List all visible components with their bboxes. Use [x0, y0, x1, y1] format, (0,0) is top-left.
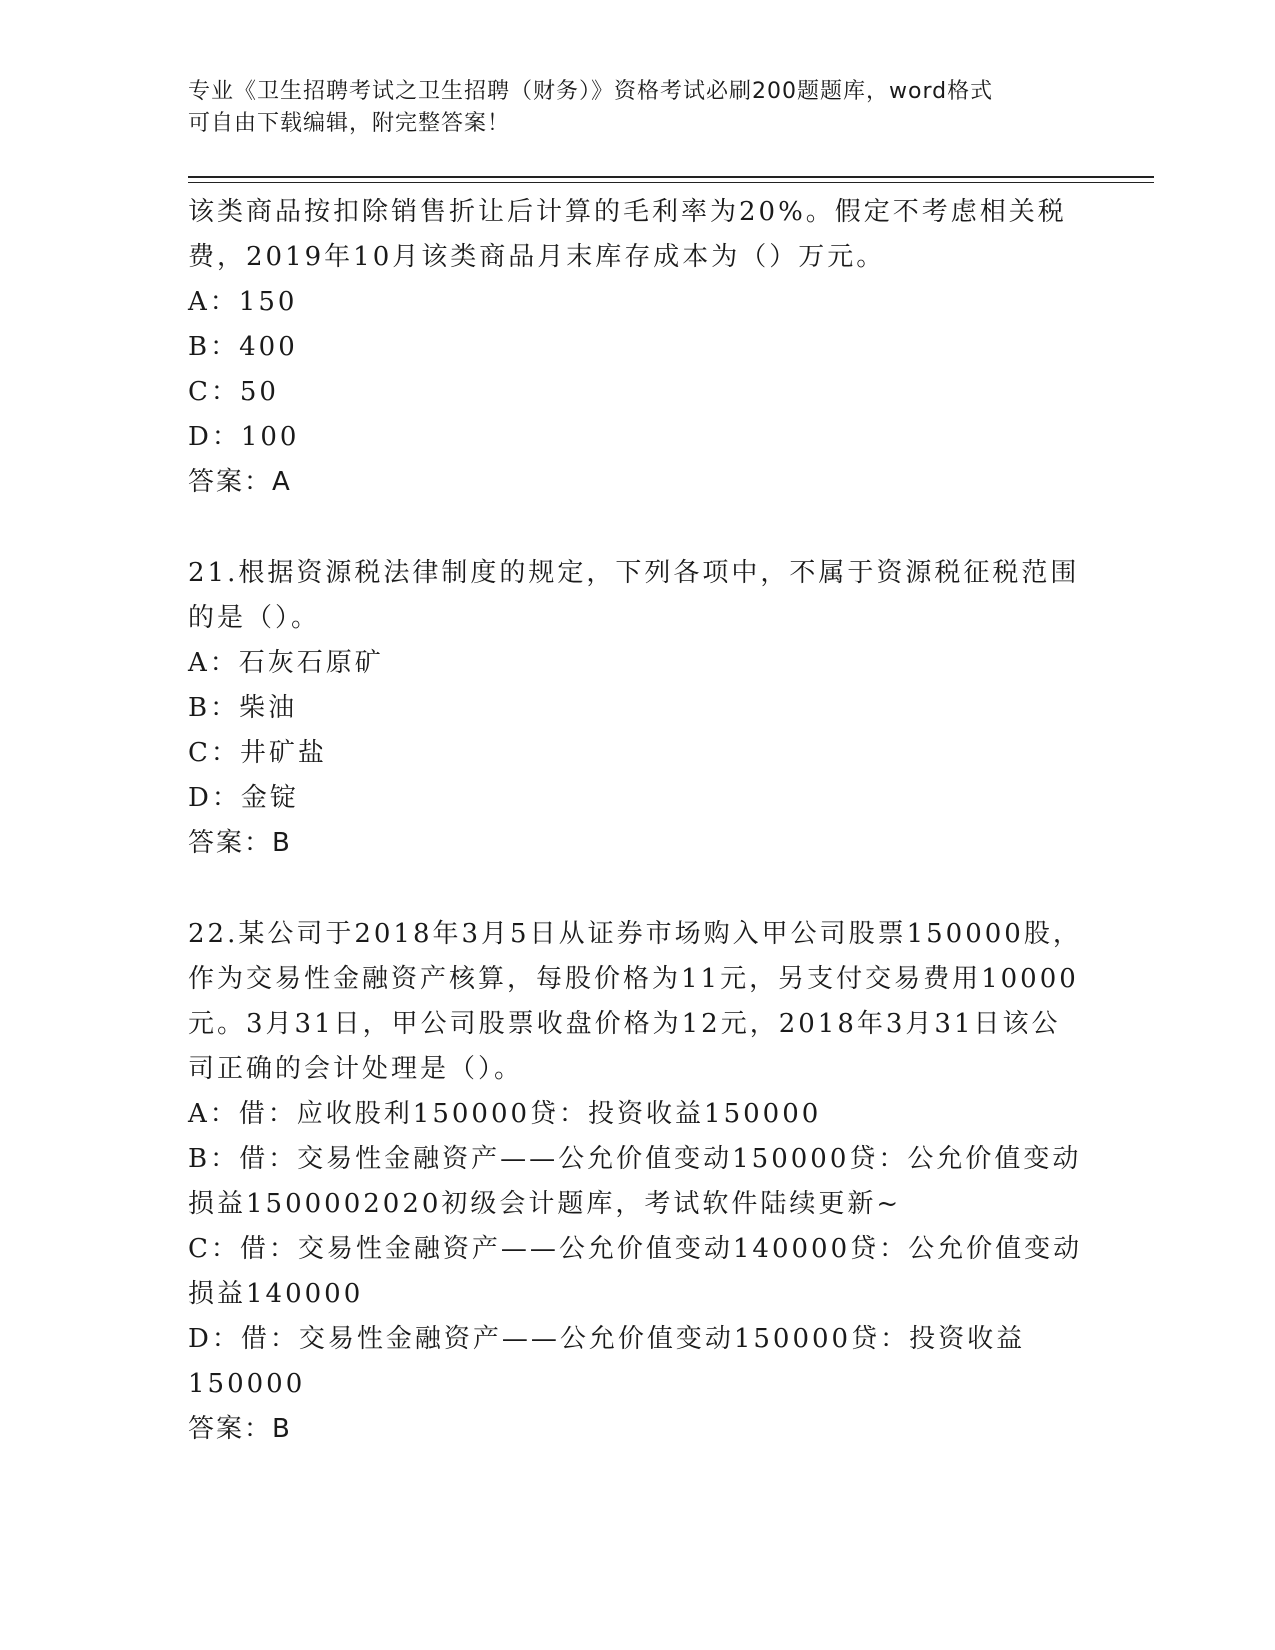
- header-divider-thick: [188, 176, 1154, 178]
- option-a: A：石灰石原矿: [188, 648, 384, 678]
- option-b: B：借：交易性金融资产——公允价值变动150000贷：公允价值变动: [188, 1144, 1082, 1174]
- answer-line: 答案：B: [188, 1414, 292, 1444]
- question-stem: 该类商品按扣除销售折让后计算的毛利率为20%。假定不考虑相关税: [188, 197, 1067, 227]
- answer-line: 答案：B: [188, 828, 292, 858]
- question-22: [188, 912, 1083, 1452]
- option-d: D：100: [188, 422, 300, 452]
- question-stem: 元。3月31日，甲公司股票收盘价格为12元，2018年3月31日该公: [188, 1009, 1061, 1039]
- option-c-continued: 损益140000: [188, 1279, 364, 1309]
- option-c: C：井矿盐: [188, 738, 327, 768]
- question-stem: 作为交易性金融资产核算，每股价格为11元，另支付交易费用10000: [188, 964, 1079, 994]
- option-a: A：150: [188, 287, 298, 317]
- question-stem: 费，2019年10月该类商品月末库存成本为（）万元。: [188, 242, 886, 272]
- spacer: [188, 866, 1078, 912]
- option-c: C：50: [188, 377, 279, 407]
- document-body: [188, 190, 1083, 1452]
- question-stem: 22.某公司于2018年3月5日从证券市场购入甲公司股票150000股，: [188, 919, 1082, 949]
- spacer: [188, 505, 1078, 551]
- option-d: D：金锭: [188, 783, 299, 813]
- option-b: B：柴油: [188, 693, 298, 723]
- header-line-2: 可自由下载编辑，附完整答案！: [188, 111, 511, 136]
- question-21: [188, 551, 1078, 866]
- option-a: A：借：应收股利150000贷：投资收益150000: [188, 1099, 822, 1129]
- option-c: C：借：交易性金融资产——公允价值变动140000贷：公允价值变动: [188, 1234, 1083, 1264]
- question-stem: 司正确的会计处理是（）。: [188, 1054, 524, 1084]
- option-d: D：借：交易性金融资产——公允价值变动150000贷：投资收益: [188, 1324, 1026, 1354]
- question-20: [188, 190, 1078, 505]
- answer-line: 答案：A: [188, 467, 292, 497]
- option-b-continued: 损益1500002020初级会计题库，考试软件陆续更新~: [188, 1189, 902, 1219]
- option-b: B：400: [188, 332, 298, 362]
- question-stem: 21.根据资源税法律制度的规定，下列各项中，不属于资源税征税范围: [188, 558, 1080, 588]
- header-line-1: 专业《卫生招聘考试之卫生招聘（财务）》资格考试必刷200题题库，word格式: [188, 79, 994, 104]
- question-stem: 的是（）。: [188, 603, 321, 633]
- option-d-continued: 150000: [188, 1369, 306, 1399]
- document-header: [188, 76, 1068, 140]
- header-divider-thin: [188, 182, 1154, 183]
